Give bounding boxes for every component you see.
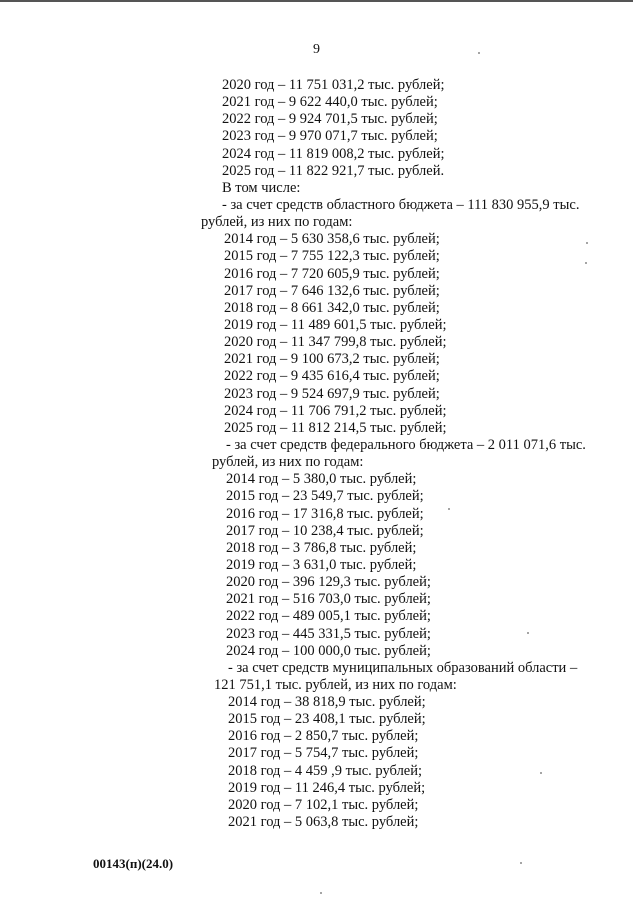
year-amount-line: 2019 год – 11 246,4 тыс. рублей; <box>228 779 426 796</box>
subtotal-heading: В том числе: <box>222 179 301 196</box>
scan-speck <box>585 262 587 264</box>
year-amount-line: 2016 год – 17 316,8 тыс. рублей; <box>226 505 424 522</box>
scan-speck <box>448 508 450 510</box>
year-amount-line: 2025 год – 11 822 921,7 тыс. рублей. <box>222 162 445 179</box>
year-amount-line: 2014 год – 38 818,9 тыс. рублей; <box>228 694 426 711</box>
year-amount-line: 2021 год – 9 622 440,0 тыс. рублей; <box>222 94 438 111</box>
budget-text-block <box>0 77 633 831</box>
year-amount-line: 2020 год – 11 347 799,8 тыс. рублей; <box>224 334 447 351</box>
year-amount-line: 2023 год – 445 331,5 тыс. рублей; <box>226 625 431 642</box>
year-amount-line: 2015 год – 7 755 122,3 тыс. рублей; <box>224 248 440 265</box>
document-code: 00143(п)(24.0) <box>93 856 174 871</box>
year-amount-line: 2022 год – 9 924 701,5 тыс. рублей; <box>222 111 438 128</box>
municipal-budget-intro-cont: 121 751,1 тыс. рублей, из них по годам: <box>214 676 457 693</box>
year-amount-line: 2021 год – 9 100 673,2 тыс. рублей; <box>224 351 440 368</box>
federal-budget-intro-cont: рублей, из них по годам: <box>212 454 364 471</box>
page-number: 9 <box>313 42 320 57</box>
year-amount-line: 2019 год – 3 631,0 тыс. рублей; <box>226 556 417 573</box>
regional-budget-intro-cont: рублей, из них по годам: <box>201 214 353 231</box>
scan-speck <box>320 892 322 894</box>
year-amount-line: 2014 год – 5 380,0 тыс. рублей; <box>226 471 417 488</box>
year-amount-line: 2020 год – 7 102,1 тыс. рублей; <box>228 796 419 813</box>
scan-speck <box>478 52 480 54</box>
year-amount-line: 2022 год – 9 435 616,4 тыс. рублей; <box>224 368 440 385</box>
year-amount-line: 2017 год – 10 238,4 тыс. рублей; <box>226 522 424 539</box>
federal-budget-intro: - за счет средств федерального бюджета – 2 011 071,6 тыс. <box>226 436 586 453</box>
year-amount-line: 2018 год – 4 459 ,9 тыс. рублей; <box>228 762 423 779</box>
scan-top-edge <box>0 0 633 2</box>
year-amount-line: 2020 год – 11 751 031,2 тыс. рублей; <box>222 77 445 93</box>
regional-budget-intro: - за счет средств областного бюджета – 111 830 955,9 тыс. <box>222 196 580 213</box>
scan-speck <box>520 862 522 864</box>
year-amount-line: 2015 год – 23 549,7 тыс. рублей; <box>226 488 424 505</box>
year-amount-line: 2018 год – 3 786,8 тыс. рублей; <box>226 539 417 556</box>
municipal-budget-intro: - за счет средств муниципальных образований области – <box>228 659 578 676</box>
year-amount-line: 2018 год – 8 661 342,0 тыс. рублей; <box>224 299 440 316</box>
year-amount-line: 2024 год – 11 706 791,2 тыс. рублей; <box>224 402 447 419</box>
scan-speck <box>586 242 588 244</box>
year-amount-line: 2016 год – 7 720 605,9 тыс. рублей; <box>224 265 440 282</box>
year-amount-line: 2025 год – 11 812 214,5 тыс. рублей; <box>224 419 447 436</box>
year-amount-line: 2024 год – 11 819 008,2 тыс. рублей; <box>222 145 445 162</box>
year-amount-line: 2017 год – 7 646 132,6 тыс. рублей; <box>224 282 440 299</box>
year-amount-line: 2021 год – 516 703,0 тыс. рублей; <box>226 591 431 608</box>
scan-speck <box>540 772 542 774</box>
year-amount-line: 2024 год – 100 000,0 тыс. рублей; <box>226 642 431 659</box>
year-amount-line: 2017 год – 5 754,7 тыс. рублей; <box>228 745 419 762</box>
year-amount-line: 2014 год – 5 630 358,6 тыс. рублей; <box>224 231 440 248</box>
year-amount-line: 2016 год – 2 850,7 тыс. рублей; <box>228 728 419 745</box>
year-amount-line: 2023 год – 9 524 697,9 тыс. рублей; <box>224 385 440 402</box>
year-amount-line: 2023 год – 9 970 071,7 тыс. рублей; <box>222 128 438 145</box>
year-amount-line: 2020 год – 396 129,3 тыс. рублей; <box>226 574 431 591</box>
year-amount-line: 2015 год – 23 408,1 тыс. рублей; <box>228 711 426 728</box>
scan-speck <box>527 632 529 634</box>
year-amount-line: 2019 год – 11 489 601,5 тыс. рублей; <box>224 316 447 333</box>
year-amount-line: 2021 год – 5 063,8 тыс. рублей; <box>228 814 419 831</box>
year-amount-line: 2022 год – 489 005,1 тыс. рублей; <box>226 608 431 625</box>
